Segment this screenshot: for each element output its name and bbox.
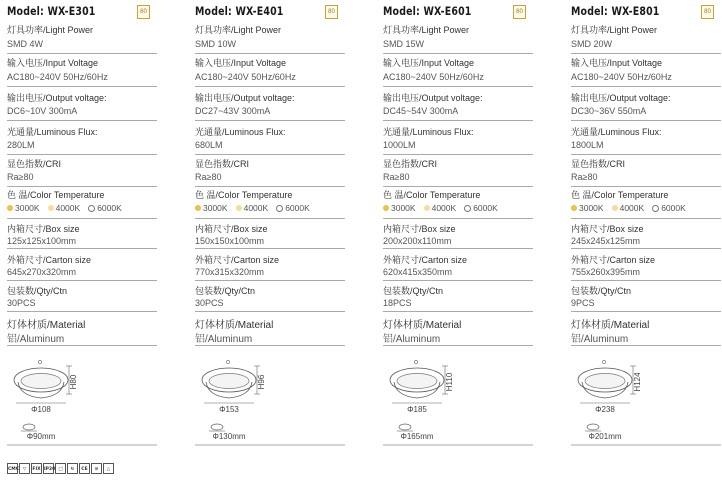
spec-cri: Ra≥80 [195,172,222,182]
spec-cri: Ra≥80 [571,172,598,182]
spec-input-label: 输入电压/Input Voltage [195,58,287,68]
divider [7,280,157,281]
spring-clip [414,360,417,363]
ce-icon: CE [79,463,90,474]
fixture-diagram [195,352,345,450]
spec-power-label: 灯具功率/Light Power [7,25,94,35]
divider [571,186,721,187]
spring-clip [602,360,605,363]
spec-cri-label: 显色指数/CRI [383,159,438,169]
product-header [195,4,345,22]
cct-options [571,203,694,213]
divider [571,345,721,346]
spec-cct-label: 色 温/Color Temperature [571,190,669,200]
spec-input: AC180~240V 50Hz/60Hz [7,72,108,82]
spec-flux: 280LM [7,140,35,150]
spec-flux: 1800LM [571,140,604,150]
spec-box: 150x150x100mm [195,236,265,246]
no-cover-icon: ⊘ [91,463,102,474]
cct-option: 6000K [473,203,498,213]
divider [7,86,157,87]
divider [571,53,721,54]
cct-dot-icon [48,205,54,211]
spec-power: SMD 20W [571,39,613,49]
fix-icon: FIX [31,463,42,474]
spec-qty-label: 包装数/Qty/Ctn [571,286,632,296]
class-ii-double-square-icon: □ [55,463,66,474]
model-name: Model: WX-E801 [571,4,660,18]
cutout-hole [399,424,411,430]
fixture-reflector [209,374,249,389]
spec-carton: 755x260x395mm [571,267,641,277]
divider [7,218,157,219]
divider [383,120,533,121]
divider [7,53,157,54]
divider [383,154,533,155]
cri-badge: 80 [701,5,714,19]
cct-dot-icon [195,205,201,211]
divider [7,186,157,187]
divider [195,248,345,249]
fixture-reflector [21,374,61,389]
spec-cri: Ra≥80 [7,172,34,182]
cct-option: 6000K [661,203,686,213]
fixture-reflector [585,374,625,389]
cutout-dimension: Φ130mm [212,432,246,441]
fixture-reflector [397,374,437,389]
product-header [383,4,533,22]
product-header [571,4,721,22]
spec-output-label: 输出电压/Output voltage: [571,93,671,103]
spec-input: AC180~240V 50Hz/60Hz [195,72,296,82]
divider [571,120,721,121]
fixture-diagram [7,352,157,450]
cct-option: 3000K [391,203,416,213]
cct-option: 6000K [285,203,310,213]
spec-flux-label: 光通量/Luminous Flux: [195,127,286,137]
divider [7,154,157,155]
cutout-hole [23,424,35,430]
spec-cri-label: 显色指数/CRI [195,159,250,169]
height-dimension: H80 [69,374,78,390]
spec-output: DC45~54V 300mA [383,106,459,116]
width-dimension: Φ153 [219,405,239,414]
divider [383,280,533,281]
spec-box-label: 内箱尺寸/Box size [383,224,456,234]
divider [195,218,345,219]
divider [571,154,721,155]
divider [571,280,721,281]
cct-option: 3000K [15,203,40,213]
spec-input: AC180~240V 50Hz/60Hz [383,72,484,82]
warning-triangle-icon: △ [103,463,114,474]
cct-dot-icon [88,205,95,212]
cct-option: 4000K [243,203,269,213]
cct-dot-icon [424,205,430,211]
spec-qty: 30PCS [7,298,36,308]
divider [7,345,157,346]
spec-carton: 645x270x320mm [7,267,77,277]
spec-qty-label: 包装数/Qty/Ctn [383,286,444,296]
certification-icons [7,463,114,474]
spec-input: AC180~240V 50Hz/60Hz [571,72,672,82]
spec-carton-label: 外箱尺寸/Carton size [7,255,92,265]
spec-box: 245x245x125mm [571,236,641,246]
recycle-icon: ↻ [67,463,78,474]
spec-material-label: 灯体材质/Material [7,320,86,331]
spec-power-label: 灯具功率/Light Power [383,25,470,35]
spec-material: 铝/Aluminum [571,334,629,345]
spec-material-label: 灯体材质/Material [571,320,650,331]
spec-power: SMD 10W [195,39,237,49]
width-dimension: Φ185 [407,405,427,414]
spec-box-label: 内箱尺寸/Box size [571,224,644,234]
divider [383,311,533,312]
divider [383,186,533,187]
cutout-hole [587,424,599,430]
spec-carton-label: 外箱尺寸/Carton size [195,255,280,265]
divider [195,86,345,87]
cri-badge: 80 [137,5,150,19]
cct-options [383,203,506,213]
spec-carton-label: 外箱尺寸/Carton size [571,255,656,265]
divider [195,280,345,281]
spec-output: DC27~43V 300mA [195,106,271,116]
spec-carton: 620x415x350mm [383,267,453,277]
cutout-dimension: Φ165mm [400,432,434,441]
cct-dot-icon [236,205,242,211]
cri-badge: 80 [325,5,338,19]
cct-dot-icon [383,205,389,211]
spec-qty: 9PCS [571,298,595,308]
spec-carton: 770x315x320mm [195,267,265,277]
product-column [571,0,721,450]
spec-material: 铝/Aluminum [195,334,253,345]
spec-cct-label: 色 温/Color Temperature [7,190,105,200]
spec-material-label: 灯体材质/Material [383,320,462,331]
divider [195,186,345,187]
cct-option: 6000K [97,203,122,213]
divider [195,154,345,155]
spec-output: DC30~36V 550mA [571,106,647,116]
spring-clip [38,360,41,363]
spec-flux-label: 光通量/Luminous Flux: [571,127,662,137]
spec-material-label: 灯体材质/Material [195,320,274,331]
cct-option: 3000K [579,203,604,213]
class-ii-icon: ▽ [19,463,30,474]
spec-qty: 30PCS [195,298,224,308]
spec-cri: Ra≥80 [383,172,410,182]
spec-output-label: 输出电压/Output voltage: [7,93,107,103]
height-dimension: H110 [445,372,454,392]
cct-option: 4000K [619,203,645,213]
divider [383,248,533,249]
width-dimension: Φ238 [595,405,615,414]
cutout-hole [211,424,223,430]
divider [383,218,533,219]
spec-flux-label: 光通量/Luminous Flux: [7,127,98,137]
cct-dot-icon [276,205,283,212]
cmc-icon: CMC [7,463,18,474]
cutout-dimension: Φ90mm [26,432,56,441]
divider [383,345,533,346]
cct-option: 4000K [431,203,457,213]
divider [571,86,721,87]
spec-material: 铝/Aluminum [7,334,65,345]
divider [195,53,345,54]
spec-power-label: 灯具功率/Light Power [195,25,282,35]
cct-options [7,203,130,213]
spec-output: DC6~10V 300mA [7,106,78,116]
spec-input-label: 输入电压/Input Voltage [383,58,475,68]
spec-qty-label: 包装数/Qty/Ctn [7,286,68,296]
spec-cct-label: 色 温/Color Temperature [195,190,293,200]
spec-flux: 680LM [195,140,223,150]
divider [571,311,721,312]
divider [571,218,721,219]
spec-cct-label: 色 温/Color Temperature [383,190,481,200]
spec-box: 200x200x110mm [383,236,452,246]
spec-input-label: 输入电压/Input Voltage [571,58,663,68]
divider [195,120,345,121]
divider [7,120,157,121]
spec-power: SMD 4W [7,39,43,49]
fixture-diagram [571,352,721,450]
spec-input-label: 输入电压/Input Voltage [7,58,99,68]
model-name: Model: WX-E301 [7,4,96,18]
divider [195,345,345,346]
spec-box-label: 内箱尺寸/Box size [7,224,80,234]
spec-box: 125x125x100mm [7,236,77,246]
spec-box-label: 内箱尺寸/Box size [195,224,268,234]
product-column [383,0,533,450]
cct-dot-icon [612,205,618,211]
spec-material: 铝/Aluminum [383,334,441,345]
spec-qty-label: 包装数/Qty/Ctn [195,286,256,296]
ip20-icon: IP20 [43,463,54,474]
height-dimension: H96 [257,374,266,390]
divider [383,86,533,87]
cct-dot-icon [652,205,659,212]
divider [571,248,721,249]
spec-flux-label: 光通量/Luminous Flux: [383,127,474,137]
model-name: Model: WX-E401 [195,4,284,18]
cct-options [195,203,318,213]
fixture-diagram [383,352,533,450]
product-header [7,4,157,22]
product-column [7,0,157,450]
cct-option: 3000K [203,203,228,213]
product-column [195,0,345,450]
spec-qty: 18PCS [383,298,412,308]
cutout-dimension: Φ201mm [588,432,622,441]
divider [383,53,533,54]
cri-badge: 80 [513,5,526,19]
spec-cri-label: 显色指数/CRI [7,159,62,169]
spec-carton-label: 外箱尺寸/Carton size [383,255,468,265]
spec-output-label: 输出电压/Output voltage: [195,93,295,103]
spec-output-label: 输出电压/Output voltage: [383,93,483,103]
height-dimension: H124 [633,372,642,392]
model-name: Model: WX-E601 [383,4,472,18]
cct-dot-icon [571,205,577,211]
spec-cri-label: 显色指数/CRI [571,159,626,169]
spec-power: SMD 15W [383,39,425,49]
cct-option: 4000K [55,203,81,213]
divider [7,248,157,249]
spring-clip [226,360,229,363]
spec-power-label: 灯具功率/Light Power [571,25,658,35]
width-dimension: Φ108 [31,405,51,414]
divider [7,311,157,312]
cct-dot-icon [464,205,471,212]
cct-dot-icon [7,205,13,211]
divider [195,311,345,312]
spec-flux: 1000LM [383,140,416,150]
